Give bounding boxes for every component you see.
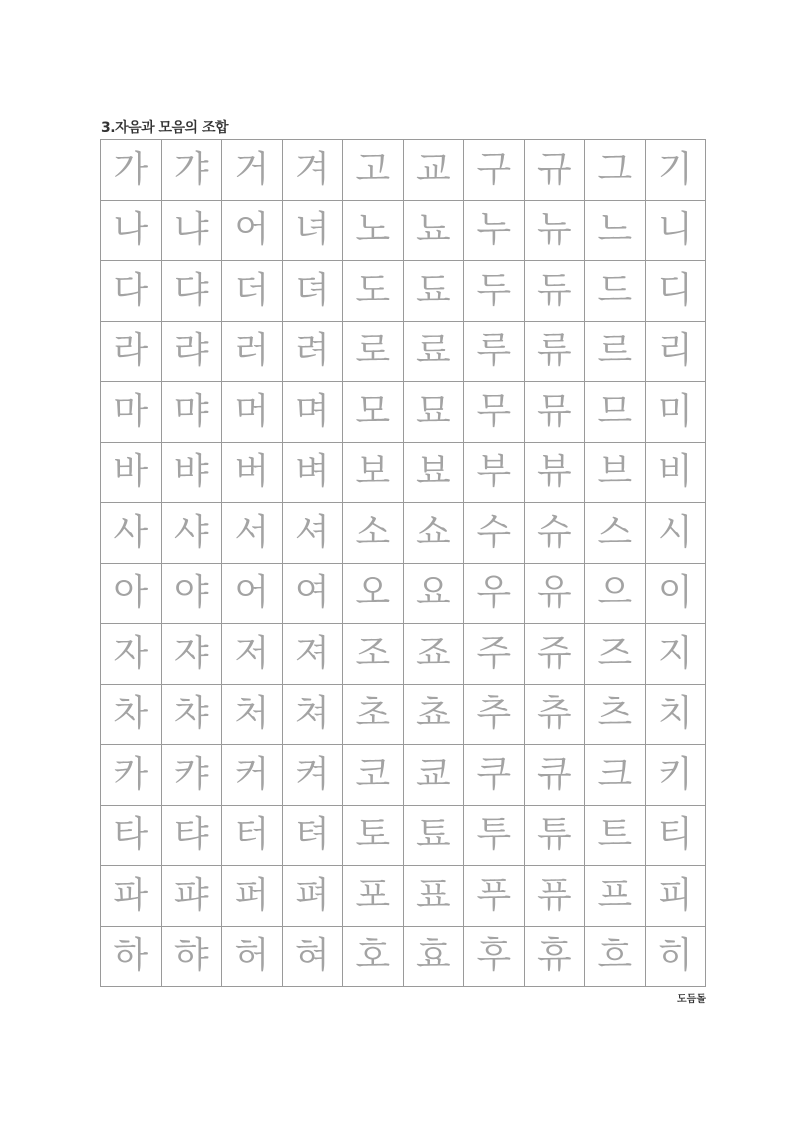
syllable-cell: 스 — [585, 503, 646, 564]
syllable-cell: 러 — [222, 322, 283, 383]
syllable-cell: 바 — [101, 443, 162, 504]
syllable-cell: 휴 — [525, 927, 586, 988]
syllable-cell: 여 — [283, 564, 344, 625]
syllable-cell: 히 — [646, 927, 707, 988]
syllable-cell: 큐 — [525, 745, 586, 806]
syllable-cell: 려 — [283, 322, 344, 383]
syllable-cell: 브 — [585, 443, 646, 504]
syllable-cell: 호 — [343, 927, 404, 988]
syllable-cell: 캬 — [162, 745, 223, 806]
syllable-cell: 어 — [222, 201, 283, 262]
syllable-cell: 마 — [101, 382, 162, 443]
syllable-cell: 프 — [585, 866, 646, 927]
syllable-cell: 벼 — [283, 443, 344, 504]
syllable-cell: 지 — [646, 624, 707, 685]
syllable-cell: 효 — [404, 927, 465, 988]
syllable-cell: 쿠 — [464, 745, 525, 806]
syllable-cell: 쟈 — [162, 624, 223, 685]
syllable-cell: 미 — [646, 382, 707, 443]
syllable-cell: 퍄 — [162, 866, 223, 927]
syllable-cell: 퍼 — [222, 866, 283, 927]
syllable-cell: 튜 — [525, 806, 586, 867]
syllable-cell: 류 — [525, 322, 586, 383]
syllable-cell: 치 — [646, 685, 707, 746]
syllable-cell: 크 — [585, 745, 646, 806]
syllable-cell: 뷰 — [525, 443, 586, 504]
syllable-cell: 오 — [343, 564, 404, 625]
syllable-cell: 랴 — [162, 322, 223, 383]
syllable-cell: 어 — [222, 564, 283, 625]
syllable-cell: 포 — [343, 866, 404, 927]
syllable-cell: 므 — [585, 382, 646, 443]
syllable-cell: 루 — [464, 322, 525, 383]
syllable-cell: 주 — [464, 624, 525, 685]
syllable-cell: 두 — [464, 261, 525, 322]
syllable-cell: 야 — [162, 564, 223, 625]
syllable-cell: 퓨 — [525, 866, 586, 927]
syllable-cell: 느 — [585, 201, 646, 262]
page-title: 3.자음과 모음의 조합 — [101, 120, 228, 136]
syllable-cell: 료 — [404, 322, 465, 383]
syllable-cell: 뎌 — [283, 261, 344, 322]
syllable-cell: 뉴 — [525, 201, 586, 262]
syllable-cell: 됴 — [404, 261, 465, 322]
syllable-cell: 요 — [404, 564, 465, 625]
syllable-cell: 사 — [101, 503, 162, 564]
syllable-cell: 모 — [343, 382, 404, 443]
syllable-cell: 며 — [283, 382, 344, 443]
syllable-cell: 버 — [222, 443, 283, 504]
syllable-cell: 뮤 — [525, 382, 586, 443]
syllable-cell: 다 — [101, 261, 162, 322]
syllable-cell: 댜 — [162, 261, 223, 322]
syllable-cell: 쳐 — [283, 685, 344, 746]
syllable-cell: 후 — [464, 927, 525, 988]
syllable-cell: 무 — [464, 382, 525, 443]
syllable-cell: 햐 — [162, 927, 223, 988]
syllable-cell: 교 — [404, 140, 465, 201]
syllable-cell: 추 — [464, 685, 525, 746]
syllable-cell: 먀 — [162, 382, 223, 443]
syllable-cell: 더 — [222, 261, 283, 322]
syllable-cell: 서 — [222, 503, 283, 564]
syllable-cell: 이 — [646, 564, 707, 625]
syllable-cell: 셔 — [283, 503, 344, 564]
syllable-cell: 샤 — [162, 503, 223, 564]
syllable-cell: 구 — [464, 140, 525, 201]
syllable-cell: 츄 — [525, 685, 586, 746]
syllable-cell: 그 — [585, 140, 646, 201]
syllable-cell: 으 — [585, 564, 646, 625]
syllable-cell: 타 — [101, 806, 162, 867]
syllable-cell: 고 — [343, 140, 404, 201]
syllable-cell: 누 — [464, 201, 525, 262]
syllable-cell: 켜 — [283, 745, 344, 806]
syllable-cell: 르 — [585, 322, 646, 383]
syllable-cell: 니 — [646, 201, 707, 262]
syllable-cell: 토 — [343, 806, 404, 867]
syllable-cell: 뇨 — [404, 201, 465, 262]
syllable-cell: 유 — [525, 564, 586, 625]
syllable-cell: 투 — [464, 806, 525, 867]
syllable-cell: 가 — [101, 140, 162, 201]
syllable-cell: 챠 — [162, 685, 223, 746]
syllable-cell: 하 — [101, 927, 162, 988]
syllable-cell: 우 — [464, 564, 525, 625]
syllable-cell: 초 — [343, 685, 404, 746]
syllable-cell: 조 — [343, 624, 404, 685]
syllable-cell: 파 — [101, 866, 162, 927]
syllable-cell: 비 — [646, 443, 707, 504]
syllable-cell: 쥬 — [525, 624, 586, 685]
syllable-cell: 흐 — [585, 927, 646, 988]
syllable-cell: 부 — [464, 443, 525, 504]
syllable-cell: 갸 — [162, 140, 223, 201]
syllable-grid — [100, 139, 706, 987]
syllable-cell: 노 — [343, 201, 404, 262]
syllable-cell: 머 — [222, 382, 283, 443]
syllable-cell: 수 — [464, 503, 525, 564]
syllable-cell: 도 — [343, 261, 404, 322]
syllable-cell: 리 — [646, 322, 707, 383]
syllable-cell: 트 — [585, 806, 646, 867]
syllable-cell: 피 — [646, 866, 707, 927]
syllable-cell: 처 — [222, 685, 283, 746]
syllable-cell: 소 — [343, 503, 404, 564]
syllable-cell: 쿄 — [404, 745, 465, 806]
syllable-cell: 드 — [585, 261, 646, 322]
syllable-cell: 거 — [222, 140, 283, 201]
syllable-cell: 보 — [343, 443, 404, 504]
syllable-cell: 로 — [343, 322, 404, 383]
syllable-cell: 시 — [646, 503, 707, 564]
syllable-cell: 저 — [222, 624, 283, 685]
syllable-cell: 표 — [404, 866, 465, 927]
syllable-cell: 탸 — [162, 806, 223, 867]
syllable-cell: 허 — [222, 927, 283, 988]
syllable-cell: 겨 — [283, 140, 344, 201]
syllable-cell: 냐 — [162, 201, 223, 262]
syllable-cell: 뱌 — [162, 443, 223, 504]
brand-label: 도듬돌 — [677, 994, 706, 1005]
syllable-cell: 라 — [101, 322, 162, 383]
syllable-cell: 디 — [646, 261, 707, 322]
syllable-cell: 카 — [101, 745, 162, 806]
syllable-cell: 코 — [343, 745, 404, 806]
syllable-cell: 터 — [222, 806, 283, 867]
syllable-cell: 녀 — [283, 201, 344, 262]
syllable-cell: 텨 — [283, 806, 344, 867]
syllable-cell: 쵸 — [404, 685, 465, 746]
syllable-cell: 슈 — [525, 503, 586, 564]
syllable-cell: 뵤 — [404, 443, 465, 504]
syllable-cell: 커 — [222, 745, 283, 806]
syllable-cell: 나 — [101, 201, 162, 262]
syllable-cell: 티 — [646, 806, 707, 867]
syllable-cell: 차 — [101, 685, 162, 746]
syllable-cell: 펴 — [283, 866, 344, 927]
syllable-cell: 자 — [101, 624, 162, 685]
syllable-cell: 죠 — [404, 624, 465, 685]
syllable-cell: 혀 — [283, 927, 344, 988]
syllable-cell: 듀 — [525, 261, 586, 322]
syllable-cell: 져 — [283, 624, 344, 685]
syllable-cell: 즈 — [585, 624, 646, 685]
syllable-cell: 규 — [525, 140, 586, 201]
syllable-cell: 쇼 — [404, 503, 465, 564]
syllable-cell: 푸 — [464, 866, 525, 927]
syllable-cell: 묘 — [404, 382, 465, 443]
syllable-cell: 츠 — [585, 685, 646, 746]
syllable-cell: 툐 — [404, 806, 465, 867]
syllable-cell: 기 — [646, 140, 707, 201]
syllable-cell: 키 — [646, 745, 707, 806]
syllable-cell: 아 — [101, 564, 162, 625]
